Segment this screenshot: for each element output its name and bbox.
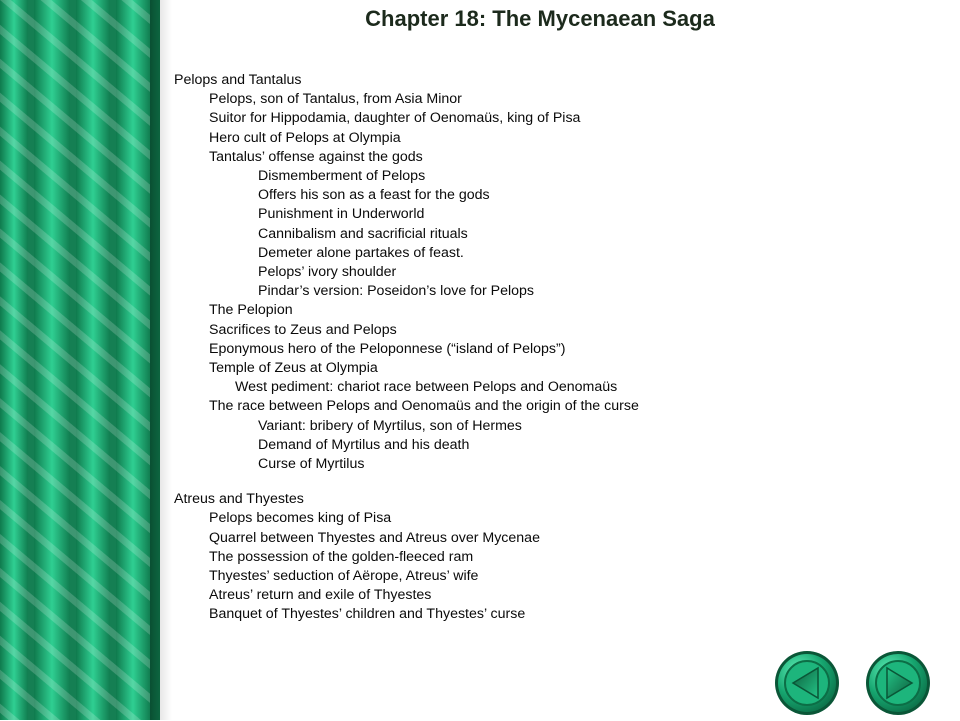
section-heading: Atreus and Thyestes xyxy=(174,491,304,508)
sidebar-shadow xyxy=(150,0,172,720)
slide-outline xyxy=(174,71,794,625)
triangle-left-icon xyxy=(774,650,840,716)
decorative-sidebar xyxy=(0,0,160,720)
section-gap xyxy=(174,474,794,490)
outline-item: Pelops becomes king of Pisa xyxy=(209,510,392,527)
outline-item: Atreus’ return and exile of Thyestes xyxy=(209,587,432,604)
triangle-right-icon xyxy=(865,650,931,716)
outline-item: Banquet of Thyestes’ children and Thyestes’ curse xyxy=(209,606,526,623)
outline-subitem: West pediment: chariot race between Pelops and Oenomaüs xyxy=(235,379,618,396)
outline-item: Suitor for Hippodamia, daughter of Oenomaüs, king of Pisa xyxy=(209,110,581,127)
outline-item: Tantalus’ offense against the gods xyxy=(209,148,423,165)
outline-subitem: Dismemberment of Pelops xyxy=(258,168,426,185)
outline-item: The Pelopion xyxy=(209,302,293,319)
outline-item: Pelops, son of Tantalus, from Asia Minor xyxy=(209,91,462,108)
outline-subitem: Demand of Myrtilus and his death xyxy=(258,436,470,453)
outline-item: Thyestes’ seduction of Aërope, Atreus’ wife xyxy=(209,568,479,585)
outline-item: Eponymous hero of the Peloponnese (“island of Pelops”) xyxy=(209,340,566,357)
outline-subitem: Curse of Myrtilus xyxy=(258,456,365,473)
outline-item: Quarrel between Thyestes and Atreus over Mycenae xyxy=(209,529,540,546)
outline-subitem: Variant: bribery of Myrtilus, son of Hermes xyxy=(258,417,522,434)
section-heading: Pelops and Tantalus xyxy=(174,72,302,88)
outline-subitem: Pelops’ ivory shoulder xyxy=(258,264,397,281)
outline-subitem: Punishment in Underworld xyxy=(258,206,425,223)
sidebar-pattern xyxy=(0,0,160,720)
outline-item: Temple of Zeus at Olympia xyxy=(209,360,378,377)
outline-subitem: Demeter alone partakes of feast. xyxy=(258,244,464,261)
outline-item: Sacrifices to Zeus and Pelops xyxy=(209,321,397,338)
next-slide-button[interactable] xyxy=(865,650,931,716)
slide-title: Chapter 18: The Mycenaean Saga xyxy=(365,6,715,31)
outline-subitem: Cannibalism and sacrificial rituals xyxy=(258,225,468,242)
previous-slide-button[interactable] xyxy=(774,650,840,716)
outline-subitem: Offers his son as a feast for the gods xyxy=(258,187,490,204)
outline-item: The race between Pelops and Oenomaüs and the origin of the curse xyxy=(209,398,639,415)
outline-item: The possession of the golden-fleeced ram xyxy=(209,548,474,565)
outline-item: Hero cult of Pelops at Olympia xyxy=(209,129,401,146)
outline-subitem: Pindar’s version: Poseidon’s love for Pelops xyxy=(258,283,535,300)
